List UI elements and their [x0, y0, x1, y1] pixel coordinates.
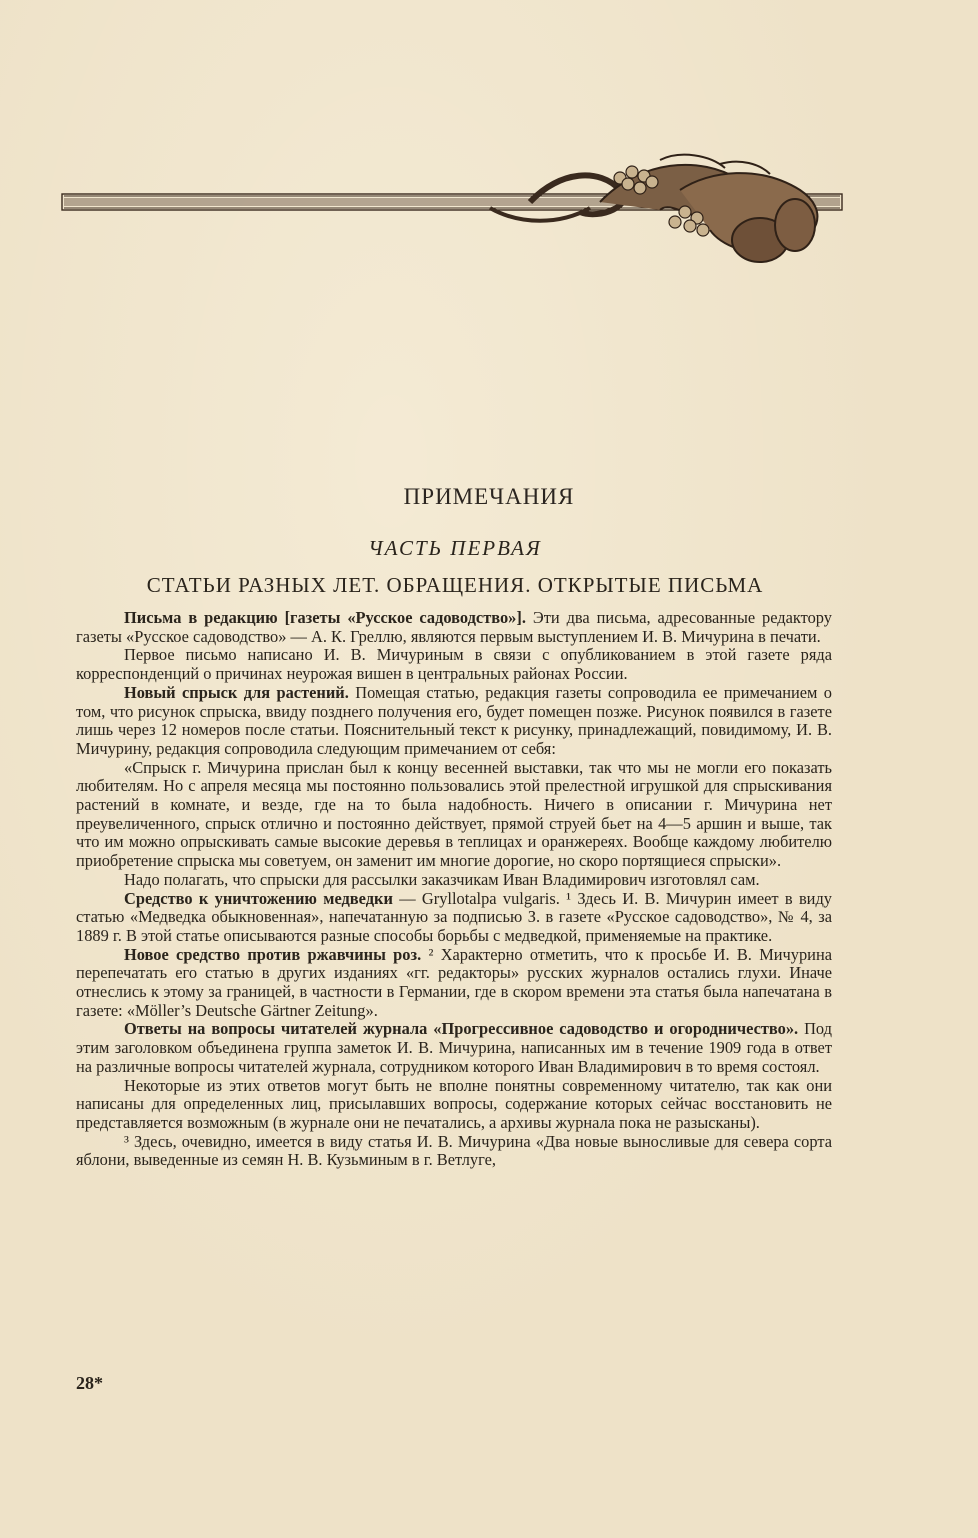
paragraph [76, 1077, 832, 1133]
paragraph-text: «Спрыск г. Мичурина прислан был к концу весенней выставки, так что мы не могли его показать любителям. Но с апреля месяца мы постоянно пользовались этой прелестной игрушкой для спрыскивания растений в комнате, и везде, где на то была надобность. Ничего в описании г. Мичурина нет преувеличенного, спрыск отлично и постоянно действует, прямой струей бьет на 4—5 аршин и выше, так что им можно опрыскивать самые высокие деревья в теплицах и оранжереях. Вообще каждому любителю приобретение спрыска мы советуем, он заменит им многие дорогие, но скоро портящиеся спрыски». [76, 757, 832, 871]
paragraph-text: Эти два письма, адресованные редактору газеты «Русское садоводство» — А. К. Греллю, являются первым выступлением И. В. Мичурина в печати. [76, 608, 832, 646]
paragraph-text: Первое письмо написано И. В. Мичуриным в связи с опубликованием в этой газете ряда корреспонденций о причинах неурожая вишен в центральных районах России. [76, 645, 832, 684]
paragraph-text: Надо полагать, что спрыски для рассылки заказчикам Иван Владимирович изготовлял сам. [124, 869, 760, 889]
paragraph-lead: Средство к уничтожению медведки [124, 888, 393, 908]
ornament-icon [60, 150, 845, 270]
paragraph-text: Помещая статью, редакция газеты сопроводила ее примечанием о том, что рисунок спрыска, ввиду позднего получения его, будет помещен позже. Рисунок появился в газете лишь через 12 номеров после статьи. Пояснительный текст к рисунку, принадлежащий, повидимому, И. В. Мичурину, редакция сопроводила следующим примечанием от себя: [76, 682, 833, 758]
paragraph-text: — Gryllotalpa vulgaris. ¹ Здесь И. В. Мичурин имеет в виду статью «Медведка обыкновенная», напечатанную за подписью З. в газете «Русское садоводство», № 4, за 1889 г. В этой статье описываются разные способы борьбы с медведкой, применяемые на практике. [76, 888, 832, 945]
paragraph-text: Под этим заголовком объединена группа заметок И. В. Мичурина, написанных им в течение 1909 года в ответ на различные вопросы читателей журнала, сотрудником которого Иван Владимирович в то время состоял. [76, 1019, 832, 1076]
paragraph-lead: Новый спрыск для растений. [124, 682, 349, 702]
paragraph [76, 1133, 832, 1170]
part-heading: ЧАСТЬ ПЕРВАЯ [368, 536, 542, 560]
paragraph-text: ² Характерно отметить, что к просьбе И. В. Мичурина перепечатать его статью в других изданиях «гг. редакторы» русских журналов остались глухи. Иначе отнеслись к этому за границей, в частности в Германии, где в скором времени эта статья была напечатана в газете: «Möller’s Deutsche Gärtner Zeitung». [76, 944, 833, 1020]
paragraph [76, 684, 832, 759]
paragraph-text: ³ Здесь, очевидно, имеется в виду статья И. В. Мичурина «Два новые выносливые для севера сорта яблони, выведенные из семян Н. В. Кузьминым в г. Ветлуге, [76, 1131, 832, 1170]
paragraph [76, 609, 832, 646]
paragraph [76, 646, 832, 683]
paragraph-lead: Письма в редакцию [газеты «Русское садоводство»]. [124, 608, 526, 627]
section-heading: СТАТЬИ РАЗНЫХ ЛЕТ. ОБРАЩЕНИЯ. ОТКРЫТЫЕ ПИСЬМА [146, 573, 764, 597]
paragraph [76, 1020, 832, 1076]
paragraph-lead: Новое средство против ржавчины роз. [124, 944, 422, 964]
paragraph [76, 946, 832, 1021]
page-number: 28* [76, 1373, 103, 1393]
page-title: ПРИМЕЧАНИЯ [403, 484, 575, 509]
paragraph-lead: Ответы на вопросы читателей журнала «Прогрессивное садоводство и огородничество». [124, 1019, 799, 1039]
paragraph [76, 890, 832, 946]
notes-body [76, 609, 832, 1170]
paragraph-text: Некоторые из этих ответов могут быть не вполне понятны современному читателю, так как они написаны для определенных лиц, присылавших вопросы, содержание которых сейчас восстановить не представляется возможным (в журнале они не печатались, а архивы журнала пока не разысканы). [76, 1075, 832, 1132]
paragraph [76, 871, 832, 890]
paragraph [76, 759, 832, 871]
